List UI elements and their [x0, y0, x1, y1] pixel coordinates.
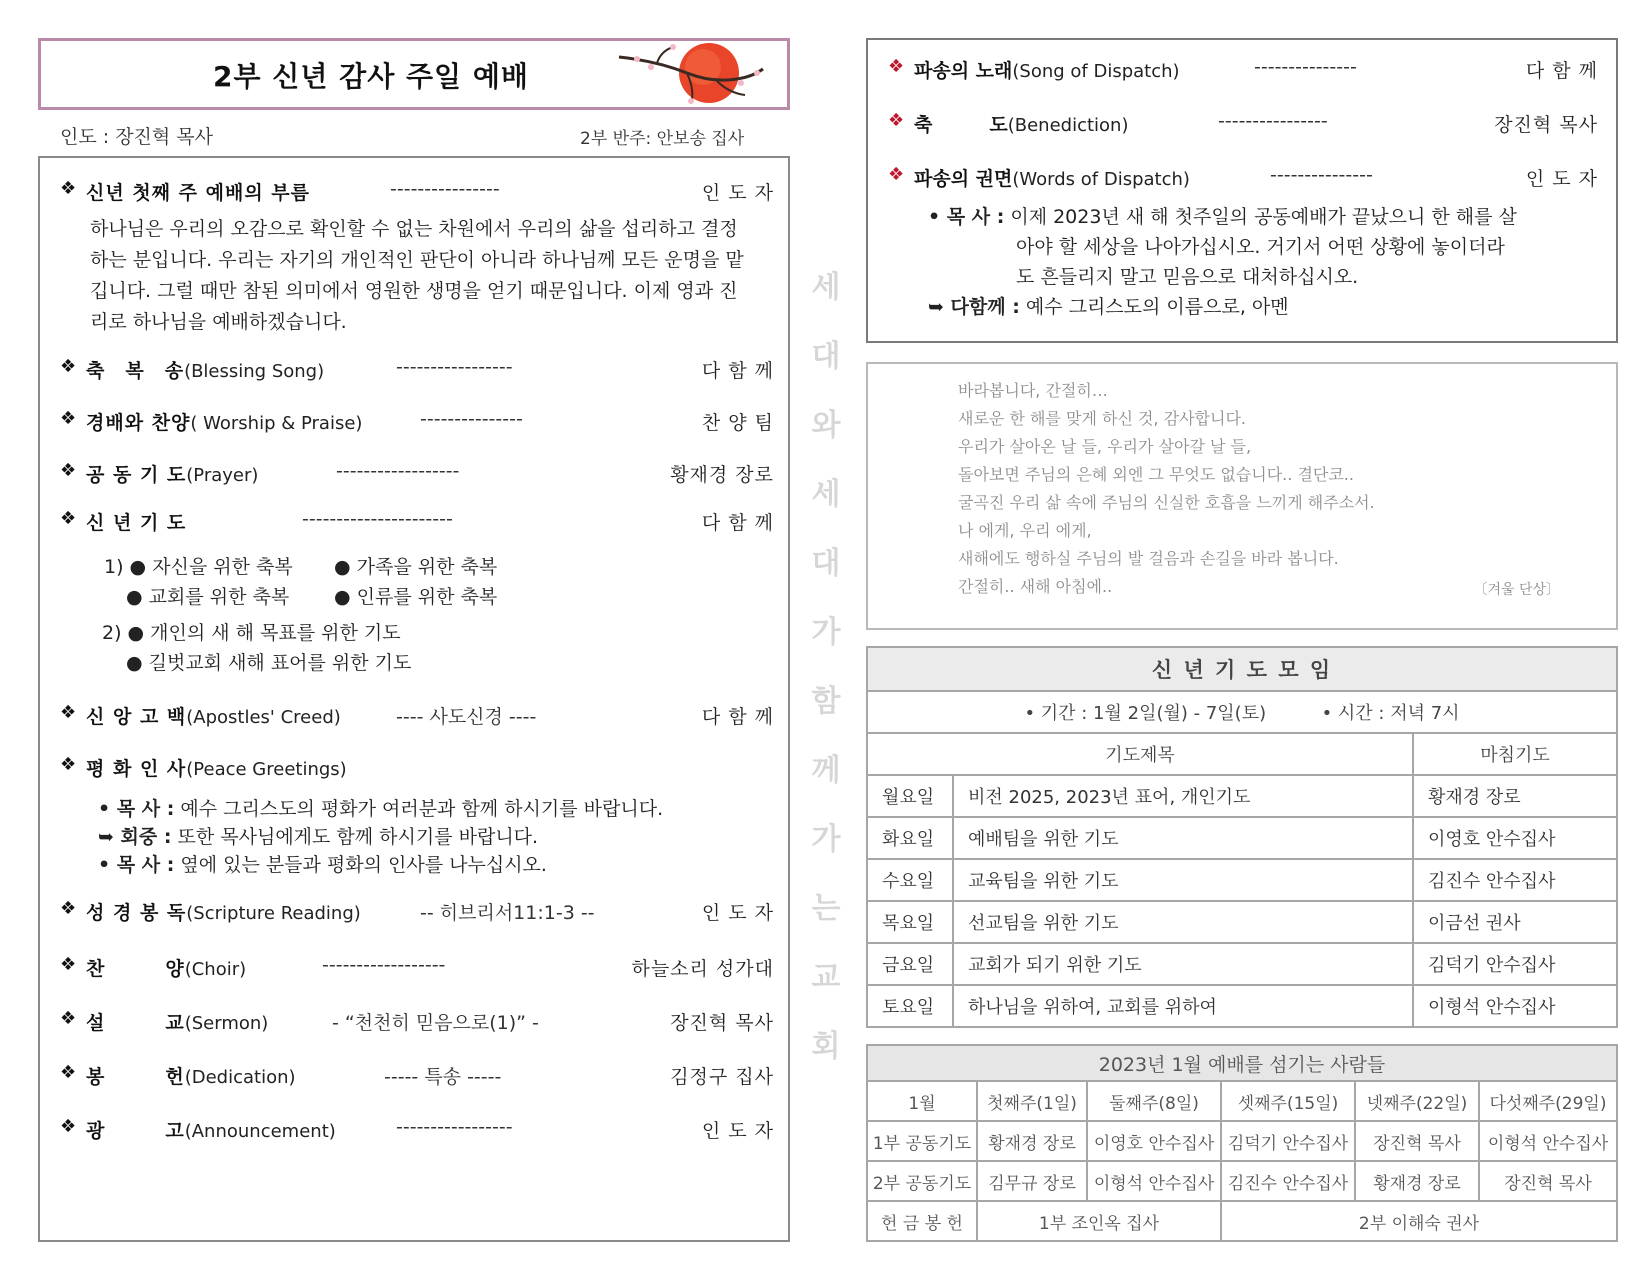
- table-row: 1월 첫째주(1일) 둘째주(8일) 셋째주(15일) 넷째주(22일) 다섯째주(29일): [867, 1081, 1617, 1121]
- poem-line: 바라봅니다, 간절히…: [958, 381, 1108, 400]
- dispatch-song: ❖ 파송의 노래(Song of Dispatch) --------------- 다 함 께: [888, 56, 1598, 82]
- slogan-char: 대: [811, 546, 841, 581]
- order-newyear-prayer: ❖ 신 년 기 도 ---------------------- 다 함 께: [60, 508, 774, 534]
- table-row: 토요일 하나님을 위하여, 교회를 위하여 이형석 안수집사: [867, 985, 1617, 1027]
- dispatch-benediction: ❖ 축 도(Benediction) ---------------- 장진혁 목사: [888, 110, 1598, 136]
- order-choir: ❖ 찬 양(Choir) ------------------ 하늘소리 성가대: [60, 954, 774, 980]
- prayer-meeting-period: • 기간 : 1월 2일(월) - 7일(토): [1024, 703, 1267, 724]
- prayer-meeting-time: • 시간 : 저녁 7시: [1321, 703, 1460, 724]
- diamond-ornament-icon: ❖: [60, 408, 77, 429]
- diamond-ornament-icon: ❖: [60, 754, 77, 775]
- poem-line: 굴곡진 우리 삶 속에 주님의 신실한 호흡을 느끼게 해주소서.: [958, 493, 1375, 512]
- slogan-char: 세: [811, 477, 841, 512]
- prayer-point: ● 길벗교회 새해 표어를 위한 기도: [126, 652, 412, 674]
- poem-line: 새로운 한 해를 맞게 하신 것, 감사합니다.: [958, 409, 1246, 428]
- diamond-ornament-icon: ❖: [60, 954, 77, 975]
- table-row: 화요일 예배팀을 위한 기도 이영호 안수집사: [867, 817, 1617, 859]
- poem-box: [866, 362, 1618, 630]
- diamond-ornament-icon: ❖: [60, 898, 77, 919]
- diamond-ornament-icon: ❖: [60, 508, 77, 529]
- diamond-ornament-icon: ❖: [888, 110, 905, 131]
- dispatch-pastor-line: • 목 사 : 이제 2023년 새 해 첫주일의 공동예배가 끝났으니 한 해를 살: [928, 206, 1517, 228]
- order-sermon: ❖ 설 교(Sermon) - “천천히 믿음으로(1)” - 장진혁 목사: [60, 1008, 774, 1034]
- slogan-char: 는: [811, 891, 841, 926]
- slogan-char: 세: [811, 270, 841, 305]
- service-title: 2부 신년 감사 주일 예배: [213, 60, 529, 93]
- slogan-char: 와: [811, 408, 841, 443]
- prayer-meeting-title: 신 년 기 도 모 임: [867, 647, 1617, 691]
- slogan-char: 회: [811, 1029, 841, 1064]
- servers-title: 2023년 1월 예배를 섬기는 사람들: [867, 1045, 1617, 1081]
- dispatch-section: [866, 38, 1618, 343]
- order-peace: ❖ 평 화 인 사(Peace Greetings): [60, 754, 347, 780]
- dispatch-pastor-line: 도 흔들리지 말고 믿음으로 대처하십시오.: [1016, 266, 1359, 288]
- order-prayer: ❖ 공 동 기 도(Prayer) ------------------ 황재경 장로: [60, 460, 774, 486]
- column-header-topic: 기도제목: [867, 733, 1413, 775]
- prayer-point: ● 인류를 위한 축복: [334, 586, 498, 608]
- poem-line: 새해에도 행하실 주님의 발 걸음과 손길을 바라 봅니다.: [958, 549, 1339, 568]
- poem-line: 돌아보면 주님의 은혜 외엔 그 무엇도 없습니다.. 결단코..: [958, 465, 1354, 484]
- order-call: ❖ 신년 첫째 주 예배의 부름 ---------------- 인 도 자: [60, 178, 774, 204]
- order-of-worship: [38, 156, 790, 1242]
- peace-line: • 목 사 : 예수 그리스도의 평화가 여러분과 함께 하시기를 바랍니다.: [98, 798, 664, 820]
- table-row: 수요일 교육팀을 위한 기도 김진수 안수집사: [867, 859, 1617, 901]
- dispatch-pastor-line: 아야 할 세상을 나아가십시오. 거기서 어떤 상황에 놓이더라: [1016, 236, 1505, 258]
- diamond-ornament-icon: ❖: [60, 1008, 77, 1029]
- diamond-ornament-icon: ❖: [60, 356, 77, 377]
- dispatch-words: ❖ 파송의 권면(Words of Dispatch) --------------- 인 도 자: [888, 164, 1598, 190]
- order-scripture: ❖ 성 경 봉 독(Scripture Reading) -- 히브리서11:1-3 -- 인 도 자: [60, 898, 774, 924]
- order-offering: ❖ 봉 헌(Dedication) ----- 특송 ----- 김정구 집사: [60, 1062, 774, 1088]
- prayer-point: 2) ● 개인의 새 해 목표를 위한 기도: [102, 622, 401, 644]
- diamond-ornament-icon: ❖: [888, 56, 905, 77]
- order-worship-praise: ❖ 경배와 찬양( Worship & Praise) --------------- 찬 양 팀: [60, 408, 774, 434]
- table-row: 월요일 비전 2025, 2023년 표어, 개인기도 황재경 장로: [867, 775, 1617, 817]
- table-row: 금요일 교회가 되기 위한 기도 김덕기 안수집사: [867, 943, 1617, 985]
- poem-line: 간절히.. 새해 아침에..: [958, 577, 1113, 596]
- diamond-ornament-icon: ❖: [60, 702, 77, 723]
- vertical-slogan: [808, 262, 844, 1090]
- table-row: 1부 공동기도 황재경 장로 이영호 안수집사 김덕기 안수집사 장진혁 목사 이형석 안수집사: [867, 1121, 1617, 1161]
- plum-blossom-icon: [617, 43, 767, 107]
- prayer-point: 1) ● 자신을 위한 축복: [104, 556, 293, 578]
- column-header-closing: 마침기도: [1413, 733, 1617, 775]
- poem-line: 나 에게, 우리 에게,: [958, 521, 1092, 540]
- diamond-ornament-icon: ❖: [60, 1116, 77, 1137]
- prayer-meeting-table: [866, 646, 1618, 1028]
- diamond-ornament-icon: ❖: [60, 1062, 77, 1083]
- diamond-ornament-icon: ❖: [60, 178, 77, 199]
- slogan-char: 께: [811, 753, 841, 788]
- table-row: 목요일 선교팀을 위한 기도 이금선 권사: [867, 901, 1617, 943]
- slogan-char: 가: [811, 822, 841, 857]
- table-row: 헌 금 봉 헌 1부 조인옥 집사 2부 이해숙 권사: [867, 1201, 1617, 1241]
- slogan-char: 가: [811, 615, 841, 650]
- poem-line: 우리가 살아온 날 들, 우리가 살아갈 날 들,: [958, 437, 1252, 456]
- peace-line: ➥ 회중 : 또한 목사님에게도 함께 하시기를 바랍니다.: [98, 826, 539, 848]
- prayer-meeting-schedule: [867, 691, 1617, 733]
- title-box: [38, 38, 790, 110]
- diamond-ornament-icon: ❖: [888, 164, 905, 185]
- order-blessing-song: ❖ 축 복 송(Blessing Song) ----------------- 다 함 께: [60, 356, 774, 382]
- order-creed: ❖ 신 앙 고 백(Apostles' Creed) ---- 사도신경 ---- 다 함 께: [60, 702, 774, 728]
- prayer-point: ● 가족을 위한 축복: [334, 556, 498, 578]
- diamond-ornament-icon: ❖: [60, 460, 77, 481]
- table-row: 2부 공동기도 김무규 장로 이형석 안수집사 김진수 안수집사 황재경 장로 장진혁 목사: [867, 1161, 1617, 1201]
- prayer-point: ● 교회를 위한 축복: [126, 586, 290, 608]
- dispatch-all-line: ➥ 다함께 : 예수 그리스도의 이름으로, 아멘: [928, 296, 1289, 318]
- slogan-char: 대: [811, 339, 841, 374]
- accompanist-line: 2부 반주: 안보송 집사: [580, 129, 745, 149]
- call-text: 하나님은 우리의 오감으로 확인할 수 없는 차원에서 우리의 삶을 섭리하고 결정하는 분입니다. 우리는 자기의 개인적인 판단이 아니라 하나님께 모든 운명을 맡깁니다. 그럴 때만 참된 의미에서 영원한 생명을 얻기 때문입니다. 이제 영과 진리로 하나님을 예배하겠습니다.: [90, 218, 744, 333]
- poem-source: 〔겨울 단상〕: [1473, 582, 1560, 598]
- leader-line: 인도 : 장진혁 목사: [60, 126, 213, 148]
- slogan-char: 함: [811, 684, 841, 719]
- order-announcement: ❖ 광 고(Announcement) ----------------- 인 도 자: [60, 1116, 774, 1142]
- peace-line: • 목 사 : 옆에 있는 분들과 평화의 인사를 나누십시오.: [98, 854, 547, 876]
- servers-table: [866, 1044, 1618, 1242]
- slogan-char: 교: [811, 960, 841, 995]
